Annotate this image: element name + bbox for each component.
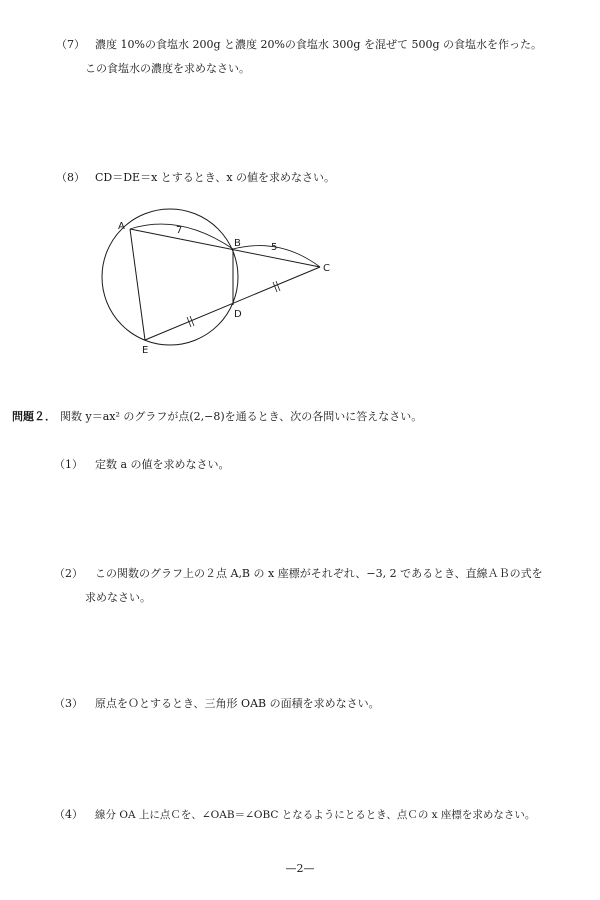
- segment-ae: [130, 229, 145, 340]
- question-8-text: CD＝DE＝x とするとき、x の値を求めなさい。: [95, 171, 336, 184]
- problem-2-item-2-line-1: この関数のグラフ上の２点 A,B の x 座標がそれぞれ、−3, 2 であるとき、直線ＡＢの式を: [95, 567, 543, 580]
- point-label-b: B: [234, 238, 241, 249]
- question-8-number: （8）: [56, 171, 85, 184]
- problem-2-item-1-text: 定数 a の値を求めなさい。: [95, 458, 230, 471]
- problem-2-heading: 問題２．: [12, 410, 56, 423]
- length-label-bc: 5: [271, 242, 278, 253]
- problem-2-item-2-number: （2）: [54, 567, 83, 580]
- problem-2-text: 関数 y＝ax² のグラフが点(2,−8)を通るとき、次の各問いに答えなさい。: [60, 410, 423, 423]
- problem-2-item-1-number: （1）: [54, 458, 83, 471]
- problem-2-item-3-text: 原点をＯとするとき、三角形 OAB の面積を求めなさい。: [95, 697, 380, 710]
- segment-ac: [130, 229, 320, 267]
- page-number: —2—: [285, 862, 315, 875]
- problem-2-item-4-number: （4）: [54, 808, 83, 821]
- question-7-line-2: この食塩水の濃度を求めなさい。: [85, 62, 250, 75]
- problem-2-item-2-line-2: 求めなさい。: [85, 591, 151, 604]
- problem-2-item-4-text: 線分 OA 上に点Ｃを、∠OAB＝∠OBC となるようにとるとき、点Ｃの x 座標を求めなさい。: [95, 809, 536, 821]
- point-label-a: A: [118, 221, 125, 232]
- length-label-ab: 7: [176, 225, 183, 236]
- question-7-number: （7）: [56, 38, 85, 51]
- problem-2-item-3-number: （3）: [54, 697, 83, 710]
- point-label-c: C: [323, 263, 330, 274]
- tick-mark-cd-2: [276, 281, 280, 291]
- point-label-d: D: [234, 309, 242, 320]
- question-7-line-1: 濃度 10%の食塩水 200g と濃度 20%の食塩水 300g を混ぜて 500g の食塩水を作った。: [95, 38, 542, 51]
- point-label-e: E: [142, 345, 149, 356]
- tick-mark-cd-1: [273, 282, 277, 292]
- circle-geometry-figure: [100, 205, 340, 365]
